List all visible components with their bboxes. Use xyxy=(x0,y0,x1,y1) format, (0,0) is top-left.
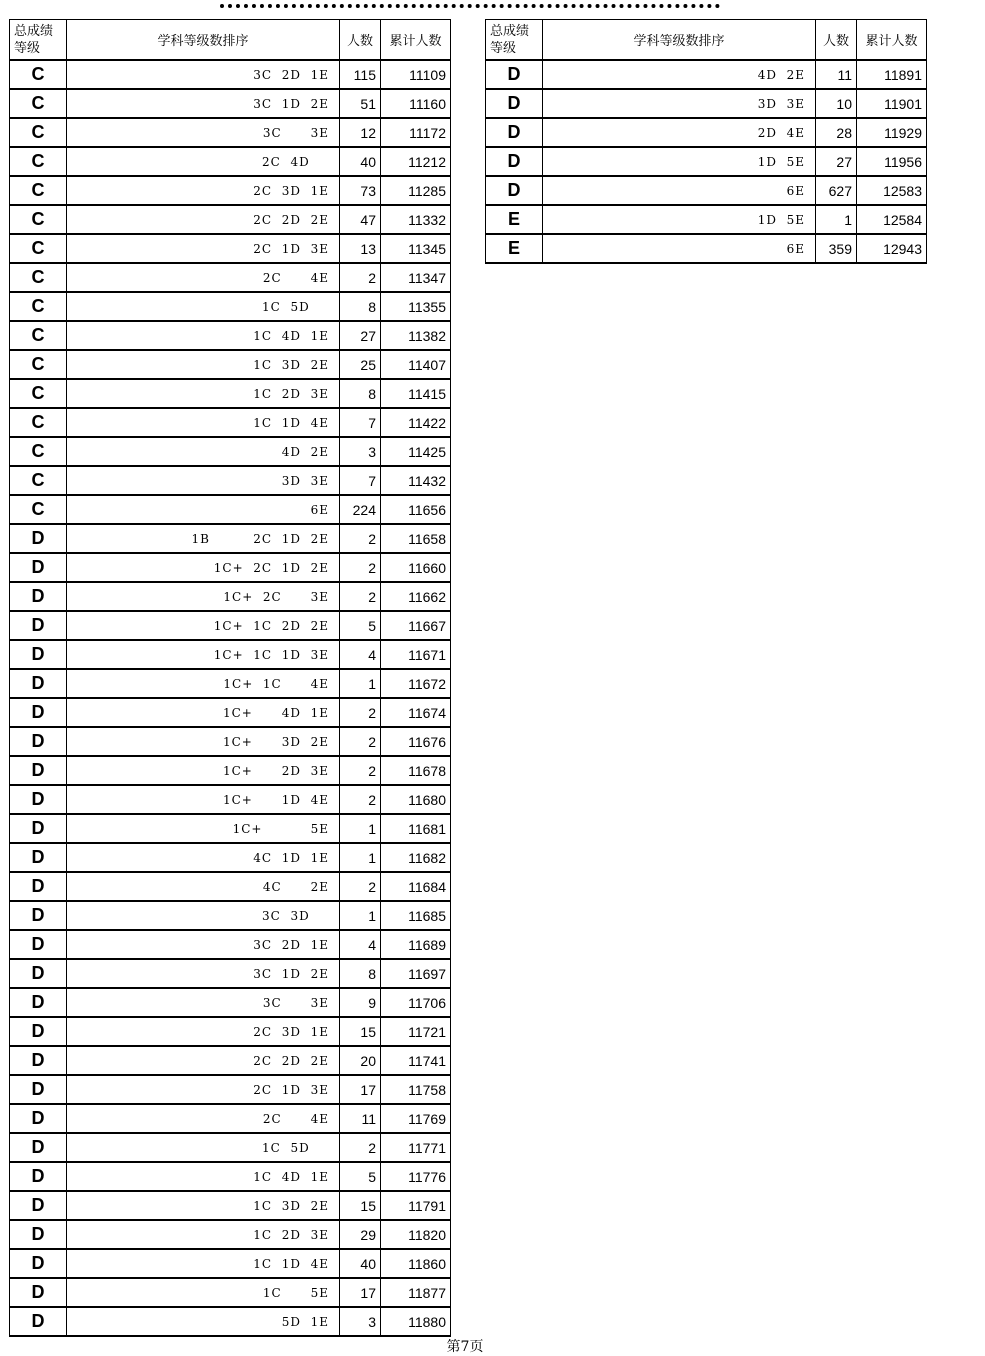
cumulative-cell: 11422 xyxy=(381,408,451,437)
table-row xyxy=(10,1162,451,1191)
count-cell: 8 xyxy=(340,292,381,321)
sequence-cell: 6E xyxy=(543,176,816,205)
count-cell: 20 xyxy=(340,1046,381,1075)
header-cumulative: 累计人数 xyxy=(857,20,927,61)
sequence-cell: 1C 2D 3E xyxy=(67,379,340,408)
count-cell: 627 xyxy=(816,176,857,205)
table-row xyxy=(10,176,451,205)
table-row xyxy=(10,611,451,640)
cumulative-cell: 11656 xyxy=(381,495,451,524)
cumulative-cell: 11758 xyxy=(381,1075,451,1104)
grade-cell: D xyxy=(10,611,67,640)
cumulative-cell: 11662 xyxy=(381,582,451,611)
count-cell: 40 xyxy=(340,147,381,176)
table-row xyxy=(10,205,451,234)
grade-cell: D xyxy=(10,1162,67,1191)
sequence-cell: 3C 1D 2E xyxy=(67,959,340,988)
cumulative-cell: 11285 xyxy=(381,176,451,205)
sequence-cell: 2C 2D 2E xyxy=(67,1046,340,1075)
table-row xyxy=(10,437,451,466)
count-cell: 73 xyxy=(340,176,381,205)
grade-cell: D xyxy=(10,1133,67,1162)
grade-cell: C xyxy=(10,495,67,524)
sequence-cell: 1C 4D 1E xyxy=(67,1162,340,1191)
grade-cell: D xyxy=(10,872,67,901)
count-cell: 2 xyxy=(340,1133,381,1162)
cumulative-cell: 11678 xyxy=(381,756,451,785)
count-cell: 1 xyxy=(340,843,381,872)
grade-cell: D xyxy=(10,930,67,959)
table-row xyxy=(10,1220,451,1249)
sequence-cell: 4D 2E xyxy=(67,437,340,466)
table-row xyxy=(10,466,451,495)
sequence-cell: 1C 5E xyxy=(67,1278,340,1307)
grade-cell: D xyxy=(10,553,67,582)
sequence-cell: 1C+ 1C 4E xyxy=(67,669,340,698)
sequence-cell: 1C 5D xyxy=(67,292,340,321)
sequence-cell: 1C+ 2C 3E xyxy=(67,582,340,611)
sequence-cell: 2C 3D 1E xyxy=(67,1017,340,1046)
sequence-cell: 1C+ 2C 1D 2E xyxy=(67,553,340,582)
cumulative-cell: 11172 xyxy=(381,118,451,147)
grade-cell: D xyxy=(10,959,67,988)
sequence-cell: 4C 2E xyxy=(67,872,340,901)
count-cell: 15 xyxy=(340,1191,381,1220)
sequence-cell: 3C 3E xyxy=(67,988,340,1017)
sequence-cell: 1C 5D xyxy=(67,1133,340,1162)
table-row xyxy=(10,1249,451,1278)
cumulative-cell: 11891 xyxy=(857,60,927,89)
sequence-cell: 1C 1D 4E xyxy=(67,1249,340,1278)
header-row xyxy=(10,20,451,61)
grade-cell: C xyxy=(10,379,67,408)
count-cell: 359 xyxy=(816,234,857,263)
grade-cell: D xyxy=(10,901,67,930)
grade-cell: C xyxy=(10,292,67,321)
cumulative-cell: 11860 xyxy=(381,1249,451,1278)
grade-cell: D xyxy=(10,756,67,785)
table-row xyxy=(10,843,451,872)
count-cell: 29 xyxy=(340,1220,381,1249)
cumulative-cell: 11667 xyxy=(381,611,451,640)
header-row xyxy=(486,20,927,61)
sequence-cell: 2C 4D xyxy=(67,147,340,176)
cumulative-cell: 11345 xyxy=(381,234,451,263)
count-cell: 47 xyxy=(340,205,381,234)
cumulative-cell: 11877 xyxy=(381,1278,451,1307)
cumulative-cell: 11160 xyxy=(381,89,451,118)
table-row xyxy=(10,1307,451,1336)
sequence-cell: 2C 1D 3E xyxy=(67,1075,340,1104)
grade-cell: D xyxy=(10,1307,67,1336)
sequence-cell: 1C 3D 2E xyxy=(67,1191,340,1220)
cumulative-cell: 11332 xyxy=(381,205,451,234)
table-row xyxy=(10,669,451,698)
sequence-cell: 3C 3D xyxy=(67,901,340,930)
cumulative-cell: 11769 xyxy=(381,1104,451,1133)
table-row xyxy=(486,60,927,89)
grade-cell: D xyxy=(10,1075,67,1104)
cumulative-cell: 11681 xyxy=(381,814,451,843)
cumulative-cell: 11671 xyxy=(381,640,451,669)
cumulative-cell: 11680 xyxy=(381,785,451,814)
sequence-cell: 3C 3E xyxy=(67,118,340,147)
grade-cell: D xyxy=(10,640,67,669)
count-cell: 9 xyxy=(340,988,381,1017)
count-cell: 2 xyxy=(340,785,381,814)
table-row xyxy=(10,495,451,524)
grade-cell: C xyxy=(10,234,67,263)
count-cell: 7 xyxy=(340,466,381,495)
table-row xyxy=(10,930,451,959)
table-row xyxy=(486,176,927,205)
table-row xyxy=(10,640,451,669)
sequence-cell: 2C 4E xyxy=(67,263,340,292)
table-row xyxy=(10,292,451,321)
sequence-cell: 3C 2D 1E xyxy=(67,930,340,959)
sequence-cell: 4C 1D 1E xyxy=(67,843,340,872)
grade-cell: C xyxy=(10,60,67,89)
count-cell: 4 xyxy=(340,930,381,959)
cumulative-cell: 12584 xyxy=(857,205,927,234)
count-cell: 115 xyxy=(340,60,381,89)
sequence-cell: 1B 2C 1D 2E xyxy=(67,524,340,553)
cumulative-cell: 11109 xyxy=(381,60,451,89)
table-row xyxy=(10,60,451,89)
count-cell: 1 xyxy=(340,814,381,843)
grade-cell: D xyxy=(10,1104,67,1133)
count-cell: 27 xyxy=(340,321,381,350)
cumulative-cell: 11956 xyxy=(857,147,927,176)
cumulative-cell: 11685 xyxy=(381,901,451,930)
table-row xyxy=(10,263,451,292)
table-row xyxy=(10,814,451,843)
cumulative-cell: 11929 xyxy=(857,118,927,147)
grade-cell: D xyxy=(10,698,67,727)
cumulative-cell: 11347 xyxy=(381,263,451,292)
cumulative-cell: 11672 xyxy=(381,669,451,698)
cumulative-cell: 11776 xyxy=(381,1162,451,1191)
sequence-cell: 1C 3D 2E xyxy=(67,350,340,379)
count-cell: 25 xyxy=(340,350,381,379)
table-row xyxy=(10,785,451,814)
count-cell: 28 xyxy=(816,118,857,147)
table-row xyxy=(486,147,927,176)
cumulative-cell: 11771 xyxy=(381,1133,451,1162)
count-cell: 2 xyxy=(340,727,381,756)
count-cell: 2 xyxy=(340,263,381,292)
sequence-cell: 1C+ 4D 1E xyxy=(67,698,340,727)
header-cumulative: 累计人数 xyxy=(381,20,451,61)
count-cell: 1 xyxy=(816,205,857,234)
table-row xyxy=(10,1191,451,1220)
table-row xyxy=(10,553,451,582)
sequence-cell: 1D 5E xyxy=(543,147,816,176)
table-row xyxy=(10,582,451,611)
grade-cell: C xyxy=(10,176,67,205)
count-cell: 2 xyxy=(340,582,381,611)
table-row xyxy=(10,1104,451,1133)
table-row xyxy=(486,89,927,118)
count-cell: 11 xyxy=(816,60,857,89)
cumulative-cell: 11697 xyxy=(381,959,451,988)
table-row xyxy=(10,727,451,756)
cumulative-cell: 11674 xyxy=(381,698,451,727)
sequence-cell: 1C+ 1C 2D 2E xyxy=(67,611,340,640)
grade-cell: D xyxy=(486,147,543,176)
grade-cell: C xyxy=(10,89,67,118)
sequence-cell: 2D 4E xyxy=(543,118,816,147)
count-cell: 1 xyxy=(340,669,381,698)
table-row xyxy=(10,1278,451,1307)
sequence-cell: 2C 3D 1E xyxy=(67,176,340,205)
table-row xyxy=(10,89,451,118)
table-row xyxy=(10,872,451,901)
grade-cell: C xyxy=(10,118,67,147)
sequence-cell: 3C 2D 1E xyxy=(67,60,340,89)
cumulative-cell: 11407 xyxy=(381,350,451,379)
cumulative-cell: 11660 xyxy=(381,553,451,582)
table-row xyxy=(486,234,927,263)
table-row xyxy=(10,698,451,727)
count-cell: 17 xyxy=(340,1278,381,1307)
cumulative-cell: 12583 xyxy=(857,176,927,205)
grade-cell: E xyxy=(486,234,543,263)
count-cell: 5 xyxy=(340,1162,381,1191)
grade-cell: D xyxy=(10,669,67,698)
table-row xyxy=(10,118,451,147)
table-row xyxy=(10,408,451,437)
grade-table-left xyxy=(9,19,451,1337)
cumulative-cell: 11355 xyxy=(381,292,451,321)
sequence-cell: 2C 4E xyxy=(67,1104,340,1133)
cumulative-cell: 11741 xyxy=(381,1046,451,1075)
count-cell: 1 xyxy=(340,901,381,930)
header-grade: 总成绩 等级 xyxy=(486,20,543,61)
sequence-cell: 1C 4D 1E xyxy=(67,321,340,350)
sequence-cell: 1C+ 1C 1D 3E xyxy=(67,640,340,669)
sequence-cell: 2C 2D 2E xyxy=(67,205,340,234)
cumulative-cell: 11212 xyxy=(381,147,451,176)
table-row xyxy=(10,147,451,176)
count-cell: 2 xyxy=(340,698,381,727)
sequence-cell: 1C+ 5E xyxy=(67,814,340,843)
grade-cell: D xyxy=(10,988,67,1017)
table-row xyxy=(10,1046,451,1075)
grade-cell: C xyxy=(10,263,67,292)
grade-cell: C xyxy=(10,466,67,495)
header-count: 人数 xyxy=(340,20,381,61)
sequence-cell: 1C+ 2D 3E xyxy=(67,756,340,785)
grade-cell: D xyxy=(10,1017,67,1046)
table-row xyxy=(10,1017,451,1046)
grade-cell: D xyxy=(10,1046,67,1075)
grade-cell: D xyxy=(10,785,67,814)
sequence-cell: 1C 2D 3E xyxy=(67,1220,340,1249)
grade-cell: D xyxy=(10,843,67,872)
sequence-cell: 1D 5E xyxy=(543,205,816,234)
header-count: 人数 xyxy=(816,20,857,61)
table-row xyxy=(10,379,451,408)
grade-cell: D xyxy=(10,727,67,756)
header-sequence: 学科等级数排序 xyxy=(543,20,816,61)
sequence-cell: 3D 3E xyxy=(67,466,340,495)
header-grade: 总成绩 等级 xyxy=(10,20,67,61)
header-sequence: 学科等级数排序 xyxy=(67,20,340,61)
grade-cell: D xyxy=(486,89,543,118)
count-cell: 5 xyxy=(340,611,381,640)
table-row xyxy=(10,988,451,1017)
grade-cell: C xyxy=(10,350,67,379)
count-cell: 2 xyxy=(340,872,381,901)
table-row xyxy=(10,1075,451,1104)
count-cell: 11 xyxy=(340,1104,381,1133)
grade-cell: E xyxy=(486,205,543,234)
count-cell: 3 xyxy=(340,437,381,466)
grade-cell: D xyxy=(486,176,543,205)
sequence-cell: 3D 3E xyxy=(543,89,816,118)
grade-cell: D xyxy=(10,1278,67,1307)
sequence-cell: 3C 1D 2E xyxy=(67,89,340,118)
grade-cell: D xyxy=(10,1191,67,1220)
sequence-cell: 6E xyxy=(67,495,340,524)
count-cell: 2 xyxy=(340,756,381,785)
grade-cell: C xyxy=(10,205,67,234)
cumulative-cell: 11901 xyxy=(857,89,927,118)
grade-cell: C xyxy=(10,437,67,466)
table-row xyxy=(10,756,451,785)
count-cell: 51 xyxy=(340,89,381,118)
grade-cell: D xyxy=(10,582,67,611)
cumulative-cell: 11820 xyxy=(381,1220,451,1249)
sequence-cell: 1C+ 3D 2E xyxy=(67,727,340,756)
sequence-cell: 6E xyxy=(543,234,816,263)
count-cell: 27 xyxy=(816,147,857,176)
count-cell: 10 xyxy=(816,89,857,118)
count-cell: 2 xyxy=(340,524,381,553)
cumulative-cell: 11382 xyxy=(381,321,451,350)
count-cell: 17 xyxy=(340,1075,381,1104)
cumulative-cell: 12943 xyxy=(857,234,927,263)
cut-off-title xyxy=(220,0,720,8)
count-cell: 40 xyxy=(340,1249,381,1278)
count-cell: 12 xyxy=(340,118,381,147)
cumulative-cell: 11682 xyxy=(381,843,451,872)
grade-cell: C xyxy=(10,321,67,350)
table-row xyxy=(10,234,451,263)
grade-cell: D xyxy=(10,1249,67,1278)
cumulative-cell: 11415 xyxy=(381,379,451,408)
cumulative-cell: 11706 xyxy=(381,988,451,1017)
count-cell: 3 xyxy=(340,1307,381,1336)
cumulative-cell: 11425 xyxy=(381,437,451,466)
sequence-cell: 5D 1E xyxy=(67,1307,340,1336)
cumulative-cell: 11791 xyxy=(381,1191,451,1220)
table-row xyxy=(486,205,927,234)
grade-cell: D xyxy=(486,118,543,147)
table-row xyxy=(486,118,927,147)
grade-cell: C xyxy=(10,147,67,176)
sequence-cell: 4D 2E xyxy=(543,60,816,89)
grade-cell: D xyxy=(10,524,67,553)
table-row xyxy=(10,959,451,988)
table-row xyxy=(10,350,451,379)
cumulative-cell: 11689 xyxy=(381,930,451,959)
cumulative-cell: 11658 xyxy=(381,524,451,553)
grade-cell: D xyxy=(10,1220,67,1249)
cumulative-cell: 11676 xyxy=(381,727,451,756)
grade-cell: D xyxy=(10,814,67,843)
sequence-cell: 2C 1D 3E xyxy=(67,234,340,263)
grade-cell: C xyxy=(10,408,67,437)
cumulative-cell: 11684 xyxy=(381,872,451,901)
count-cell: 8 xyxy=(340,379,381,408)
count-cell: 4 xyxy=(340,640,381,669)
page-number: 第7页 xyxy=(446,1339,484,1355)
table-row xyxy=(10,901,451,930)
count-cell: 2 xyxy=(340,553,381,582)
cumulative-cell: 11721 xyxy=(381,1017,451,1046)
count-cell: 8 xyxy=(340,959,381,988)
count-cell: 15 xyxy=(340,1017,381,1046)
sequence-cell: 1C 1D 4E xyxy=(67,408,340,437)
table-row xyxy=(10,524,451,553)
count-cell: 7 xyxy=(340,408,381,437)
table-row xyxy=(10,1133,451,1162)
cumulative-cell: 11880 xyxy=(381,1307,451,1336)
sequence-cell: 1C+ 1D 4E xyxy=(67,785,340,814)
count-cell: 224 xyxy=(340,495,381,524)
grade-cell: D xyxy=(486,60,543,89)
grade-table-right xyxy=(485,19,927,264)
table-row xyxy=(10,321,451,350)
count-cell: 13 xyxy=(340,234,381,263)
cumulative-cell: 11432 xyxy=(381,466,451,495)
